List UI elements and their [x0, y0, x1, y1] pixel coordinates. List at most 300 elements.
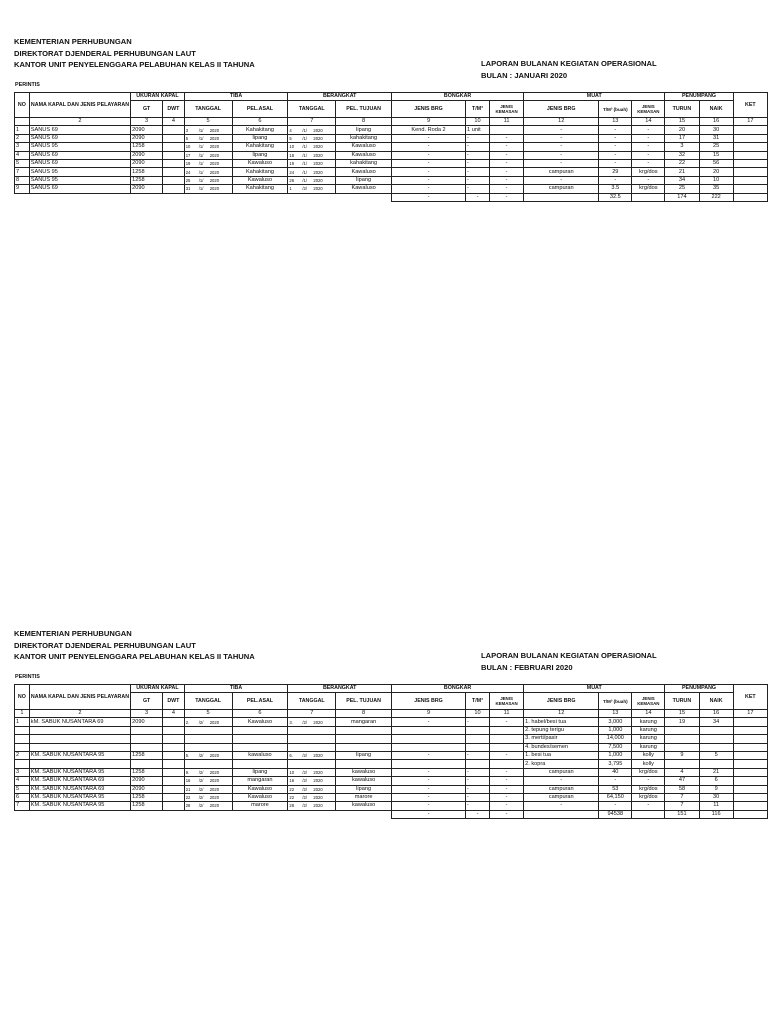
- col-header-load-goods: JENIS BRG: [524, 693, 599, 710]
- unload-packaging: -: [489, 159, 523, 167]
- col-header-passengers: PENUMPANG: [665, 685, 733, 693]
- col-header-unload-volume: T/M³: [466, 101, 490, 118]
- row-number: [15, 760, 30, 768]
- ship-name: KM. SABUK NUSANTARA 69: [29, 777, 130, 785]
- total-unload-volume: -: [466, 193, 490, 201]
- table-row: [15, 735, 768, 743]
- unload-goods: [392, 735, 466, 743]
- total-unload-goods: -: [392, 193, 466, 201]
- load-packaging: karung: [632, 743, 665, 751]
- arrival-date: 21 /2/ 2020: [184, 785, 232, 793]
- departure-date: 28 /2/ 2020: [288, 802, 336, 810]
- row-number: [15, 743, 30, 751]
- load-packaging: -: [632, 802, 665, 810]
- load-goods: -: [524, 143, 599, 151]
- unload-volume: 1 unit: [466, 126, 490, 134]
- unload-packaging: -: [489, 785, 523, 793]
- unload-goods: [392, 726, 466, 734]
- destination-port: [336, 743, 392, 751]
- passengers-disembark: 17: [665, 134, 699, 142]
- load-volume: -: [599, 134, 632, 142]
- ship-name: [29, 743, 130, 751]
- unload-volume: -: [466, 785, 490, 793]
- origin-port: lipang: [232, 768, 288, 776]
- gross-tonnage: 1258: [131, 168, 163, 176]
- ministry-name: KEMENTERIAN PERHUBUNGAN: [14, 629, 132, 638]
- load-volume: 7,500: [599, 743, 632, 751]
- departure-date: 10 /1/ 2020: [288, 143, 336, 151]
- deadweight: [163, 168, 185, 176]
- column-number: 5: [184, 710, 232, 718]
- unload-volume: -: [466, 777, 490, 785]
- column-number: 1: [15, 710, 30, 718]
- origin-port: Kawaluso: [232, 718, 288, 726]
- load-volume: 1,000: [599, 751, 632, 759]
- passengers-embark: 21: [699, 768, 733, 776]
- arrival-date: 16 /2/ 2020: [184, 777, 232, 785]
- ship-name: SANUS 95: [29, 168, 130, 176]
- destination-port: Kawaluso: [336, 143, 392, 151]
- col-header-load-goods: JENIS BRG: [524, 101, 599, 118]
- report-header-right: [481, 58, 657, 81]
- column-number: 17: [733, 118, 767, 126]
- arrival-date: [184, 735, 232, 743]
- col-header-destination-port: PEL. TUJUAN: [336, 693, 392, 710]
- arrival-date: 19 /1/ 2020: [184, 159, 232, 167]
- notes: [733, 793, 767, 801]
- departure-date: 19 /1/ 2020: [288, 159, 336, 167]
- unload-goods: -: [392, 168, 466, 176]
- arrival-date: 5. /2/ 2020: [184, 751, 232, 759]
- col-header-gt: GT: [131, 101, 163, 118]
- total-embark: 116: [699, 810, 733, 818]
- ship-name: SANUS 69: [29, 185, 130, 193]
- unload-packaging: -: [489, 134, 523, 142]
- report-month: BULAN : FEBRUARI 2020: [481, 662, 573, 672]
- unload-volume: -: [466, 802, 490, 810]
- arrival-date: 22 /2/ 2020: [184, 793, 232, 801]
- gross-tonnage: 1258: [131, 143, 163, 151]
- column-number: 9: [392, 118, 466, 126]
- table-row: [15, 151, 768, 159]
- load-volume: 14,000: [599, 735, 632, 743]
- unload-goods: -: [392, 176, 466, 184]
- unload-packaging: -: [489, 793, 523, 801]
- table-row: [15, 785, 768, 793]
- unload-volume: [466, 743, 490, 751]
- unload-goods: -: [392, 134, 466, 142]
- column-number: 5: [184, 118, 232, 126]
- gross-tonnage: [131, 726, 163, 734]
- load-packaging: -: [632, 777, 665, 785]
- report-title: LAPORAN BULANAN KEGIATAN OPERASIONAL: [481, 651, 657, 660]
- row-number: 5: [15, 159, 30, 167]
- load-packaging: karung: [632, 718, 665, 726]
- column-number: 7: [288, 118, 336, 126]
- gross-tonnage: 1258: [131, 768, 163, 776]
- unload-goods: -: [392, 751, 466, 759]
- report-month: BULAN : JANUARI 2020: [481, 70, 568, 80]
- unload-goods: -: [392, 718, 466, 726]
- table-row: [15, 726, 768, 734]
- col-header-destination-port: PEL. TUJUAN: [336, 101, 392, 118]
- load-volume: 40: [599, 768, 632, 776]
- unload-packaging: -: [489, 802, 523, 810]
- unload-goods: [392, 743, 466, 751]
- passengers-disembark: 7: [665, 802, 699, 810]
- col-header-ship-name: NAMA KAPAL DAN JENIS PELAYARAN: [29, 685, 130, 710]
- load-packaging: krg/dos: [632, 793, 665, 801]
- gross-tonnage: 1258: [131, 751, 163, 759]
- passengers-embark: 25: [699, 143, 733, 151]
- table-row: [15, 793, 768, 801]
- load-volume: -: [599, 802, 632, 810]
- load-packaging: -: [632, 159, 665, 167]
- passengers-disembark: 58: [665, 785, 699, 793]
- deadweight: [163, 143, 185, 151]
- load-packaging: krg/dos: [632, 768, 665, 776]
- col-header-departure: BERANGKAT: [288, 93, 392, 101]
- row-number: 6: [15, 793, 30, 801]
- table-row: [15, 718, 768, 726]
- destination-port: kahakitang: [336, 134, 392, 142]
- col-header-load-packaging: JENIS KEMASAN: [632, 693, 665, 710]
- col-header-dwt: DWT: [163, 101, 185, 118]
- unload-packaging: -: [489, 151, 523, 159]
- deadweight: [163, 726, 185, 734]
- gross-tonnage: 2090: [131, 159, 163, 167]
- load-packaging: karung: [632, 735, 665, 743]
- notes: [733, 176, 767, 184]
- col-header-origin-port: PEL.ASAL: [232, 101, 288, 118]
- departure-date: [288, 735, 336, 743]
- report-header-left: [14, 36, 255, 71]
- load-goods: campuran: [524, 793, 599, 801]
- destination-port: lipang: [336, 785, 392, 793]
- load-goods: -: [524, 802, 599, 810]
- table-row: [15, 802, 768, 810]
- load-packaging: -: [632, 134, 665, 142]
- total-load-goods: [524, 193, 599, 201]
- row-number: 3: [15, 143, 30, 151]
- deadweight: [163, 718, 185, 726]
- departure-date: 6. /2/ 2020: [288, 751, 336, 759]
- load-volume: -: [599, 143, 632, 151]
- unload-goods: -: [392, 802, 466, 810]
- destination-port: marore: [336, 793, 392, 801]
- passengers-disembark: 22: [665, 159, 699, 167]
- gross-tonnage: [131, 735, 163, 743]
- arrival-date: 28 /2/ 2020: [184, 802, 232, 810]
- table-row: [15, 743, 768, 751]
- deadweight: [163, 768, 185, 776]
- total-unload-volume: -: [466, 810, 490, 818]
- unload-goods: -: [392, 768, 466, 776]
- row-number: 8: [15, 176, 30, 184]
- deadweight: [163, 760, 185, 768]
- passengers-disembark: 4: [665, 768, 699, 776]
- arrival-date: [184, 726, 232, 734]
- passengers-embark: [699, 726, 733, 734]
- ship-name: [29, 760, 130, 768]
- unload-packaging: -: [489, 777, 523, 785]
- col-header-unload-goods: JENIS BRG: [392, 693, 466, 710]
- col-header-load-volume: T/M³ (buah): [599, 101, 632, 118]
- report-title: LAPORAN BULANAN KEGIATAN OPERASIONAL: [481, 59, 657, 68]
- column-number: 8: [336, 710, 392, 718]
- column-number: 15: [665, 118, 699, 126]
- col-header-unload-packaging: JENIS KEMASAN: [489, 693, 523, 710]
- departure-date: 3. /2/ 2020: [288, 718, 336, 726]
- ship-name: KM. SABUK NUSANTARA 95: [29, 768, 130, 776]
- departure-date: 26 /1/ 2020: [288, 176, 336, 184]
- ship-name: KM. SABUK NUSANTARA 95: [29, 751, 130, 759]
- load-volume: 1,000: [599, 726, 632, 734]
- gross-tonnage: [131, 760, 163, 768]
- totals-row: [15, 810, 768, 818]
- arrival-date: 24 /1/ 2020: [184, 168, 232, 176]
- unload-goods: -: [392, 793, 466, 801]
- notes: [733, 168, 767, 176]
- passengers-embark: 20: [699, 168, 733, 176]
- unload-volume: -: [466, 751, 490, 759]
- departure-date: 18 /1/ 2020: [288, 151, 336, 159]
- col-header-arrival-date: TANGGAL: [184, 693, 232, 710]
- load-goods: 1. habel/besi tua: [524, 718, 599, 726]
- row-number: 9: [15, 185, 30, 193]
- col-header-departure-date: TANGGAL: [288, 101, 336, 118]
- load-packaging: -: [632, 126, 665, 134]
- passengers-embark: 11: [699, 802, 733, 810]
- row-number: 5: [15, 785, 30, 793]
- arrival-date: 31 /1/ 2020: [184, 185, 232, 193]
- row-number: 2: [15, 134, 30, 142]
- unload-packaging: -: [489, 168, 523, 176]
- load-packaging: krg/dos: [632, 168, 665, 176]
- origin-port: Kawaluso: [232, 159, 288, 167]
- load-goods: campuran: [524, 168, 599, 176]
- unload-volume: [466, 735, 490, 743]
- ship-name: SANUS 69: [29, 126, 130, 134]
- notes: [733, 760, 767, 768]
- unload-goods: -: [392, 159, 466, 167]
- col-header-unload-goods: JENIS BRG: [392, 101, 466, 118]
- destination-port: Kawaluso: [336, 185, 392, 193]
- passengers-embark: [699, 743, 733, 751]
- gross-tonnage: 2090: [131, 718, 163, 726]
- passengers-disembark: 34: [665, 176, 699, 184]
- col-header-ship-size: UKURAN KAPAL: [131, 685, 185, 693]
- total-load-packaging: [632, 810, 665, 818]
- col-header-loading: MUAT: [524, 685, 665, 693]
- destination-port: [336, 735, 392, 743]
- row-number: 2: [15, 751, 30, 759]
- gross-tonnage: 1258: [131, 793, 163, 801]
- col-header-unload-packaging: JENIS KEMASAN: [489, 101, 523, 118]
- gross-tonnage: 1258: [131, 802, 163, 810]
- departure-date: [288, 760, 336, 768]
- arrival-date: 25 /1/ 2020: [184, 176, 232, 184]
- deadweight: [163, 134, 185, 142]
- column-number: 3: [131, 710, 163, 718]
- column-number: 4: [163, 710, 185, 718]
- col-header-arrival: TIBA: [184, 685, 288, 693]
- passengers-disembark: 32: [665, 151, 699, 159]
- column-number: 11: [489, 118, 523, 126]
- origin-port: Kahakitang: [232, 126, 288, 134]
- origin-port: [232, 726, 288, 734]
- table-row: [15, 134, 768, 142]
- origin-port: marore: [232, 802, 288, 810]
- table-row: [15, 159, 768, 167]
- arrival-date: 2. /2/ 2020: [184, 718, 232, 726]
- unload-volume: -: [466, 718, 490, 726]
- operations-table: [14, 684, 768, 819]
- unload-volume: -: [466, 159, 490, 167]
- gross-tonnage: 2090: [131, 126, 163, 134]
- load-goods: campuran: [524, 768, 599, 776]
- ship-name: SANUS 69: [29, 134, 130, 142]
- passengers-embark: 31: [699, 134, 733, 142]
- notes: [733, 143, 767, 151]
- load-packaging: -: [632, 143, 665, 151]
- unload-volume: [466, 760, 490, 768]
- load-packaging: kolly: [632, 751, 665, 759]
- column-number: 9: [392, 710, 466, 718]
- unload-volume: -: [466, 134, 490, 142]
- load-goods: 1. besi tua: [524, 751, 599, 759]
- ship-name: SANUS 95: [29, 143, 130, 151]
- destination-port: mangaran: [336, 718, 392, 726]
- col-header-load-volume: T/M³ (buah): [599, 693, 632, 710]
- passengers-embark: 15: [699, 151, 733, 159]
- unload-volume: -: [466, 168, 490, 176]
- origin-port: lipang: [232, 151, 288, 159]
- destination-port: lipang: [336, 126, 392, 134]
- directorate-name: DIREKTORAT DJENDERAL PERHUBUNGAN LAUT: [14, 640, 196, 650]
- col-header-dwt: DWT: [163, 693, 185, 710]
- notes: [733, 726, 767, 734]
- departure-date: 1 /2/ 2020: [288, 185, 336, 193]
- column-number: 13: [599, 118, 632, 126]
- col-header-ship-size: UKURAN KAPAL: [131, 93, 185, 101]
- total-notes: [733, 193, 767, 201]
- column-number: 14: [632, 118, 665, 126]
- column-number: 10: [466, 118, 490, 126]
- passengers-disembark: 25: [665, 185, 699, 193]
- load-packaging: -: [632, 151, 665, 159]
- unload-goods: -: [392, 143, 466, 151]
- departure-date: 24 /1/ 2020: [288, 168, 336, 176]
- load-packaging: kolly: [632, 760, 665, 768]
- row-number: 7: [15, 802, 30, 810]
- report-header-left: [14, 628, 255, 663]
- arrival-date: 10 /1/ 2020: [184, 143, 232, 151]
- passengers-disembark: 9: [665, 751, 699, 759]
- row-number: 7: [15, 168, 30, 176]
- column-number: 4: [163, 118, 185, 126]
- unload-goods: Kend. Roda 2: [392, 126, 466, 134]
- load-goods: -: [524, 159, 599, 167]
- unload-volume: [466, 726, 490, 734]
- total-load-packaging: [632, 193, 665, 201]
- unload-packaging: -: [489, 143, 523, 151]
- notes: [733, 159, 767, 167]
- origin-port: Kawaluso: [232, 793, 288, 801]
- table-row: [15, 185, 768, 193]
- column-number: 17: [733, 710, 767, 718]
- table-row: [15, 176, 768, 184]
- load-volume: -: [599, 151, 632, 159]
- gross-tonnage: 1258: [131, 176, 163, 184]
- unload-goods: -: [392, 185, 466, 193]
- load-volume: -: [599, 159, 632, 167]
- load-volume: 53: [599, 785, 632, 793]
- gross-tonnage: [131, 743, 163, 751]
- ship-name: SANUS 69: [29, 159, 130, 167]
- total-unload-goods: -: [392, 810, 466, 818]
- col-header-no: NO: [15, 93, 30, 118]
- passengers-embark: 10: [699, 176, 733, 184]
- column-number: 10: [466, 710, 490, 718]
- totals-row: [15, 193, 768, 201]
- load-goods: 3. merti/pasir: [524, 735, 599, 743]
- origin-port: kawaluso: [232, 751, 288, 759]
- column-number: 15: [665, 710, 699, 718]
- load-volume: 3,795: [599, 760, 632, 768]
- column-number: 7: [288, 710, 336, 718]
- load-volume: -: [599, 126, 632, 134]
- arrival-date: 9. /2/ 2020: [184, 768, 232, 776]
- col-header-disembark: TURUN: [665, 693, 699, 710]
- notes: [733, 185, 767, 193]
- unload-volume: -: [466, 768, 490, 776]
- deadweight: [163, 151, 185, 159]
- gross-tonnage: 2090: [131, 785, 163, 793]
- table-row: [15, 768, 768, 776]
- unload-packaging: -: [489, 176, 523, 184]
- deadweight: [163, 743, 185, 751]
- load-volume: -: [599, 176, 632, 184]
- passengers-embark: [699, 735, 733, 743]
- column-number: 13: [599, 710, 632, 718]
- destination-port: lipang: [336, 176, 392, 184]
- load-packaging: krg/dos: [632, 785, 665, 793]
- ship-name: KM. SABUK NUSANTARA 95: [29, 802, 130, 810]
- passengers-embark: 6: [699, 777, 733, 785]
- passengers-embark: 56: [699, 159, 733, 167]
- destination-port: lipang: [336, 751, 392, 759]
- load-goods: campuran: [524, 785, 599, 793]
- table-row: [15, 126, 768, 134]
- passengers-disembark: [665, 735, 699, 743]
- column-number: 2: [29, 118, 130, 126]
- col-header-origin-port: PEL.ASAL: [232, 693, 288, 710]
- col-header-unloading: BONGKAR: [392, 93, 524, 101]
- load-goods: -: [524, 126, 599, 134]
- notes: [733, 768, 767, 776]
- origin-port: Kahakitang: [232, 185, 288, 193]
- operations-table: [14, 92, 768, 202]
- destination-port: Kawaluso: [336, 151, 392, 159]
- col-header-disembark: TURUN: [665, 101, 699, 118]
- deadweight: [163, 793, 185, 801]
- deadweight: [163, 185, 185, 193]
- table-row: [15, 777, 768, 785]
- destination-port: kawaluso: [336, 768, 392, 776]
- col-header-gt: GT: [131, 693, 163, 710]
- destination-port: Kawaluso: [336, 168, 392, 176]
